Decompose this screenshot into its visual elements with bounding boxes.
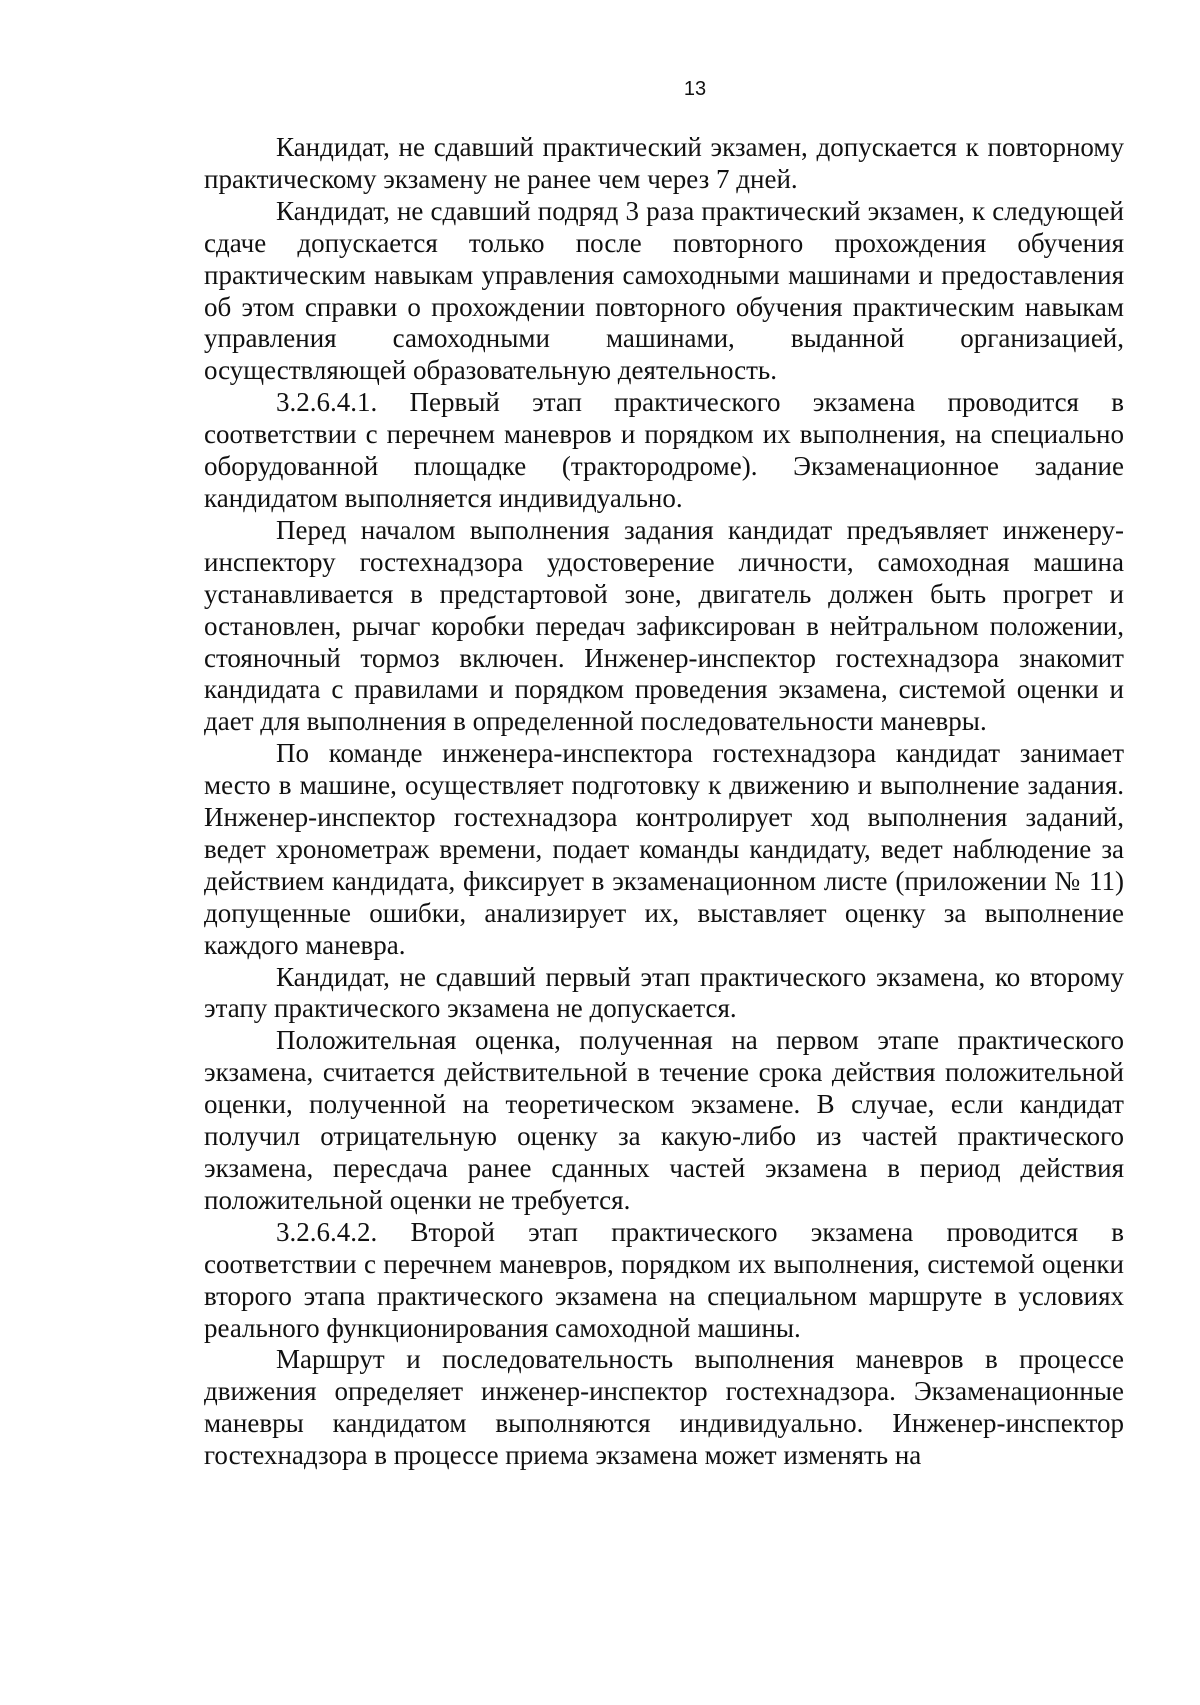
paragraph-stage-one-failed: Кандидат, не сдавший первый этап практического экзамена, ко второму этапу практического экзамена не допускается. [204,961,1124,1024]
document-body [204,132,1124,1472]
paragraph-three-failures: Кандидат, не сдавший подряд 3 раза практический экзамен, к следующей сдаче допускается только после повторного прохождения обучения практическим навыкам управления самоходными машинами и предоставления об этом справки о прохождении повторного обучения практическим навыкам управления самоходными машинами, выданной организацией, осуществляющей образовательную деятельность. [204,195,1124,386]
paragraph-stage-one: 3.2.6.4.1. Первый этап практического экзамена проводится в соответствии с перечнем маневров и порядком их выполнения, на специально оборудованной площадке (трактородроме). Экзаменационное задание кандидатом выполняется индивидуально. [204,387,1124,513]
paragraph-inspector-command: По команде инженера-инспектора гостехнадзора кандидат занимает место в машине, осуществляет подготовку к движению и выполнение задания. Инженер-инспектор гостехнадзора контролирует ход выполнения заданий, ведет хронометраж времени, подает команды кандидату, ведет наблюдение за действием кандидата, фиксирует в экзаменационном листе (приложении № 11) допущенные ошибки, анализирует их, выставляет оценку за выполнение каждого маневра. [204,738,1124,960]
paragraph-positive-grade: Положительная оценка, полученная на первом этапе практического экзамена, считается действительной в течение срока действия положительной оценки, полученной на теоретическом экзамене. В случае, если кандидат получил отрицательную оценку за какую-либо из частей практического экзамена, пересдача ранее сданных частей экзамена в период действия положительной оценки не требуется. [204,1025,1124,1215]
paragraph-before-start: Перед началом выполнения задания кандидат предъявляет инженеру-инспектору гостехнадзора удостоверение личности, самоходная машина устанавливается в предстартовой зоне, двигатель должен быть прогрет и остановлен, рычаг коробки передач зафиксирован в нейтральном положении, стояночный тормоз включен. Инженер-инспектор гостехнадзора знакомит кандидата с правилами и порядком проведения экзамена, системой оценки и дает для выполнения в определенной последовательности маневры. [204,514,1124,737]
paragraph-retake-7-days: Кандидат, не сдавший практический экзамен, допускается к повторному практическому экзамену не ранее чем через 7 дней. [204,132,1124,194]
paragraph-stage-two: 3.2.6.4.2. Второй этап практического экзамена проводится в соответствии с перечнем маневров, порядком их выполнения, системой оценки второго этапа практического экзамена на специальном маршруте в условиях реального функционирования самоходной машины. [204,1216,1124,1343]
page-number: 13 [683,78,707,100]
paragraph-route: Маршрут и последовательность выполнения маневров в процессе движения определяет инженер-инспектор гостехнадзора. Экзаменационные маневры кандидатом выполняются индивидуально. Инженер-инспектор гостехнадзора в процессе приема экзамена может изменять на [204,1344,1124,1471]
